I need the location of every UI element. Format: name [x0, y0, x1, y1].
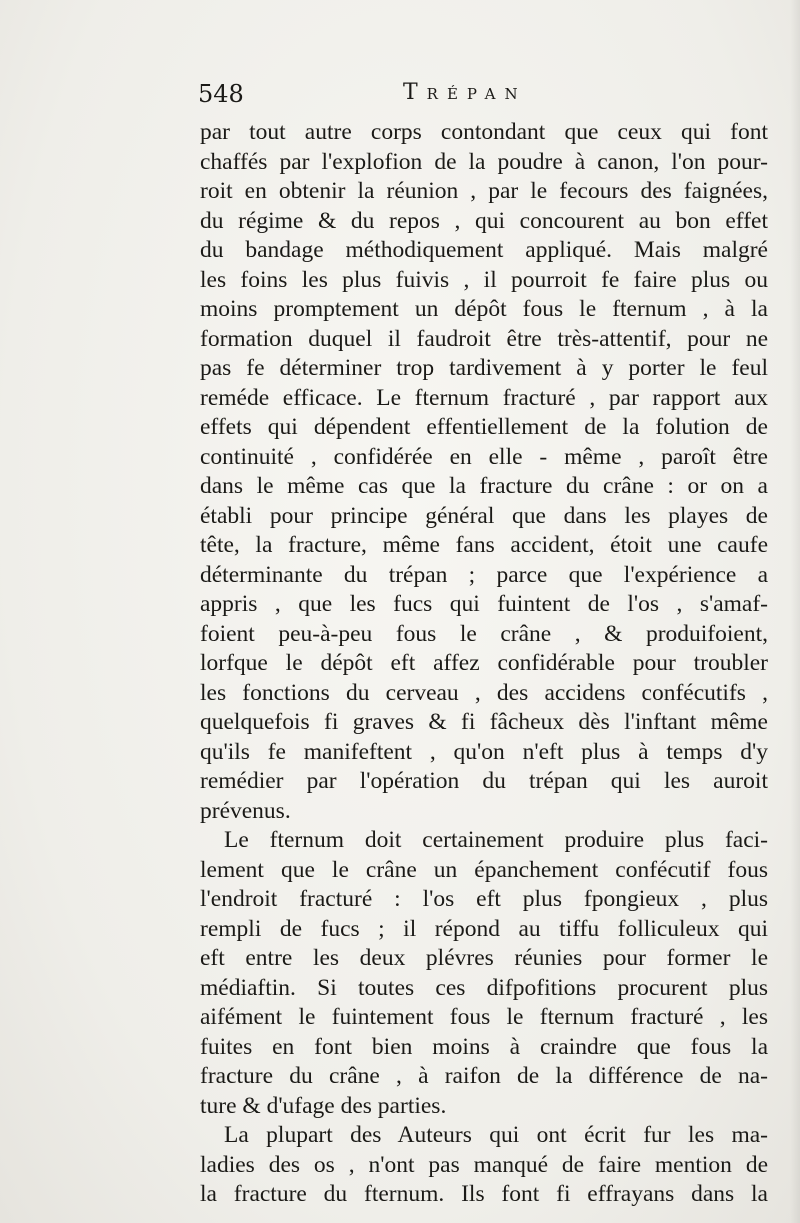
text-line: effets qui dépendent effentiellement de la folution de [200, 414, 768, 440]
text-line: appris , que les fucs qui fuintent de l'os , s'amaf- [200, 591, 768, 617]
text-line: établi pour principe général que dans les playes de [200, 502, 768, 529]
text-line: l'endroit fracturé : l'os eft plus fpongieux , plus [200, 886, 768, 912]
text-line: ture & d'ufage des parties. [200, 1092, 447, 1119]
text-line: par tout autre corps contondant que ceux qui font [200, 119, 768, 145]
text-line: prévenus. [200, 797, 291, 824]
page-number: 548 [198, 80, 244, 108]
text-line: pas fe déterminer trop tardivement à y porter le feul [200, 355, 768, 381]
text-line: les fonctions du cerveau , des accidens confécutifs , [200, 679, 768, 706]
text-line: lement que le crâne un épanchement confécutif fous [200, 856, 768, 883]
text-line: remédier par l'opération du trépan qui les auroit [200, 768, 768, 794]
text-line: chaffés par l'explofion de la poudre à canon, l'on pour- [200, 148, 768, 175]
text-line: fracture du crâne , à raifon de la différence de na- [200, 1063, 768, 1089]
text-line: eft entre les deux plévres réunies pour former le [200, 945, 768, 971]
text-line: moins promptement un dépôt fous le fternum , à la [200, 296, 768, 322]
text-line: continuité , confidérée en elle - même , paroît être [200, 443, 768, 470]
text-line: déterminante du trépan ; parce que l'expérience a [200, 561, 768, 588]
text-line: formation duquel il faudroit être très-attentif, pour ne [200, 325, 768, 352]
text-line: qu'ils fe manifeftent , qu'on n'eft plus à temps d'y [200, 738, 768, 765]
text-line: aifément le fuintement fous le fternum fracturé , les [200, 1004, 768, 1030]
text-line: ladies des os , n'ont pas manqué de faire mention de [200, 1151, 768, 1178]
text-line: dans le même cas que la fracture du crâne : or on a [200, 473, 768, 499]
text-line: foient peu-à-peu fous le crâne , & produifoient, [200, 620, 768, 647]
text-line: roit en obtenir la réunion , par le fecours des faignées, [200, 178, 768, 204]
text-line: quelquefois fi graves & fi fâcheux dès l'inftant même [200, 709, 768, 735]
text-line: la fracture du fternum. Ils font fi effrayans dans la [200, 1181, 768, 1207]
text-line: Le fternum doit certainement produire plus faci- [224, 827, 768, 853]
text-line: les foins les plus fuivis , il pourroit fe faire plus ou [200, 266, 768, 293]
text-line: lorfque le dépôt eft affez confidérable pour troubler [200, 650, 768, 676]
text-line: médiaftin. Si toutes ces difpofitions procurent plus [200, 974, 768, 1001]
text-line: rempli de fucs ; il répond au tiffu folliculeux qui [200, 915, 768, 942]
body-text [200, 118, 768, 1210]
text-line: reméde efficace. Le fternum fracturé , par rapport aux [200, 384, 768, 411]
text-line: fuites en font bien moins à craindre que fous la [200, 1033, 768, 1060]
running-head: Trépan [403, 80, 527, 105]
page-header [198, 80, 758, 116]
text-line: du bandage méthodiquement appliqué. Mais malgré [200, 237, 768, 263]
text-line: du régime & du repos , qui concourent au bon effet [200, 207, 768, 234]
page-edge-shadow [790, 0, 800, 1223]
text-line: tête, la fracture, même fans accident, étoit une caufe [200, 532, 768, 558]
text-line: La plupart des Auteurs qui ont écrit fur les ma- [224, 1122, 768, 1148]
